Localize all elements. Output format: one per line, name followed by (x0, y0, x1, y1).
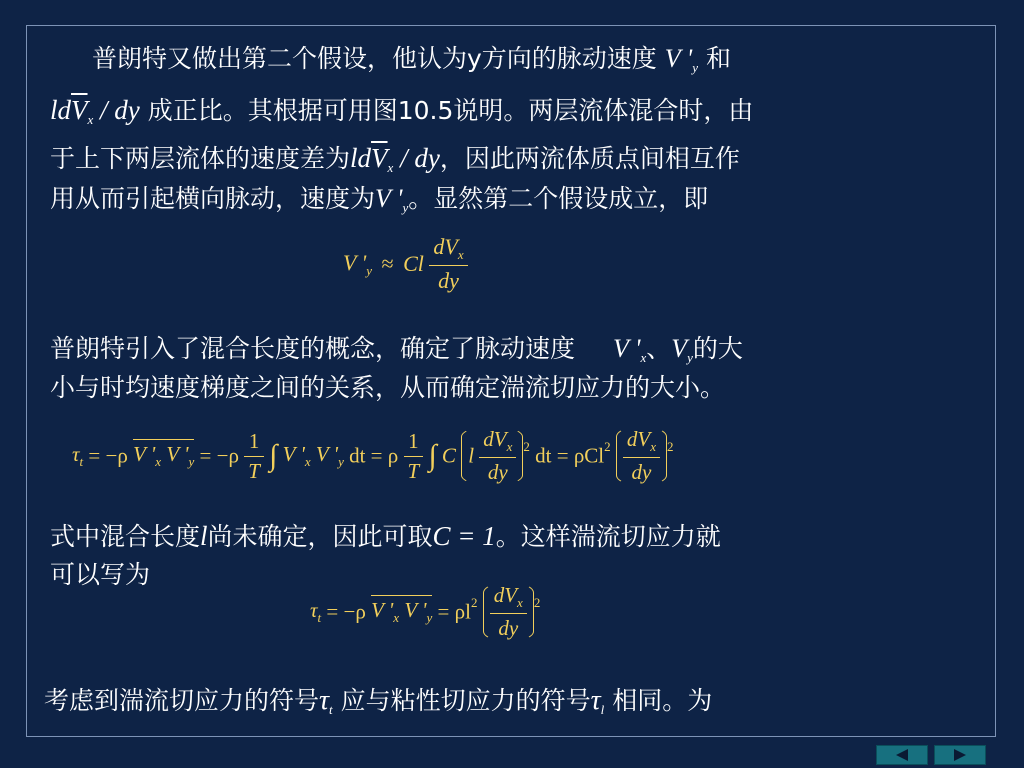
parenthesis-group: l $\frac{dV_x}{dy}$ (461, 426, 523, 486)
formula-vprime-x: V '$_x$ (612, 334, 647, 365)
formula-vy-approx: V '$_y \approx Cl$ $\frac{dV_x}{dy}$ (343, 234, 468, 294)
previous-slide-button[interactable] (876, 745, 928, 765)
paragraph-1-line-4 (50, 180, 708, 226)
formula-c-equals-1: C = 1 (432, 521, 496, 551)
text-span: 可以写为 (50, 560, 151, 589)
paragraph-4-line-1 (44, 682, 712, 728)
triangle-right-icon (954, 749, 966, 761)
text-span: 。显然第二个假设成立，即 (408, 184, 709, 213)
formula-vprime-y: V '$_y$ (375, 184, 409, 215)
paragraph-3-line-1 (50, 518, 721, 555)
formula-stress-simplified: $\tau_t = -\rho$ V '$_x$ V '$_y = \rho l^2$ $\frac{dV_x}{dy}$ $^2$ (310, 583, 541, 640)
fraction-1-T: $\frac{1}{T}$ (244, 429, 264, 484)
text-span: 相同。为 (612, 686, 713, 715)
fraction-1-T: $\frac{1}{T}$ (404, 429, 424, 484)
parenthesis-group: $\frac{dV_x}{dy}$ (616, 426, 667, 486)
text-span: 尚未确定，因此可取 (207, 522, 433, 551)
text-span: ，因此两流体质点间相互作 (439, 144, 740, 173)
text-span: 。这样湍流切应力就 (495, 522, 721, 551)
text-span: 用从而引起横向脉动，速度为 (50, 184, 376, 213)
triangle-left-icon (896, 749, 908, 761)
text-span: 小与时均速度梯度之间的关系，从而确定湍流切应力的大小。 (50, 373, 726, 402)
text-span: 普朗特引入了混合长度的概念，确定了脉动速度 (50, 334, 576, 363)
formula-tau-t: $\tau_t$ (319, 685, 333, 717)
paragraph-1-line-2 (50, 92, 753, 138)
formula-turbulent-stress: $\tau_t = -\rho$ V '$_x$ V '$_y = -\rho$ $\frac{1}{T}$ ∫ V '$_x$ V '$_y$ dt = ρ $\frac{1}{T}$ ∫ C l $\frac{dV_x}{dy}$ $^2$ dt = ρCl$^2$ $\frac{dV_x}{dy}$ $^2$ (72, 427, 674, 484)
text-span: 应与粘性切应力的符号 (340, 686, 591, 715)
paragraph-3-line-2 (50, 556, 150, 593)
parenthesis-group: $\frac{dV_x}{dy}$ (483, 582, 534, 642)
text-span: 考虑到湍流切应力的符号 (44, 686, 320, 715)
formula-tau-l: $\tau_l$ (590, 685, 605, 717)
formula-ldvx-dy: $ld\overline{V}_x$ / dy (350, 143, 440, 175)
text-span: 于上下两层流体的速度差为 (50, 144, 351, 173)
fraction-dv-dy: $\frac{dV_x}{dy}$ (429, 234, 467, 294)
text-span: 和 (705, 44, 731, 73)
text-span: 普朗特又做出第二个假设，他认为y方向的脉动速度 (92, 44, 657, 73)
paragraph-2-line-2 (50, 369, 725, 406)
text-span: 式中混合长度 (50, 522, 201, 551)
formula-ldvx-dy: $ld\overline{V}_x$ / dy (50, 95, 140, 127)
text-span: 的大 (692, 334, 743, 363)
text-span: 成正比。其根据可用图10.5说明。两层流体混合时，由 (147, 96, 754, 125)
paragraph-1-line-1 (92, 40, 731, 86)
formula-vprime-y: V '$_y$ (664, 44, 699, 75)
text-span: 、 (646, 334, 672, 363)
next-slide-button[interactable] (934, 745, 986, 765)
formula-v-y: $V_y$ (671, 334, 693, 365)
formula-l: l (200, 521, 208, 551)
